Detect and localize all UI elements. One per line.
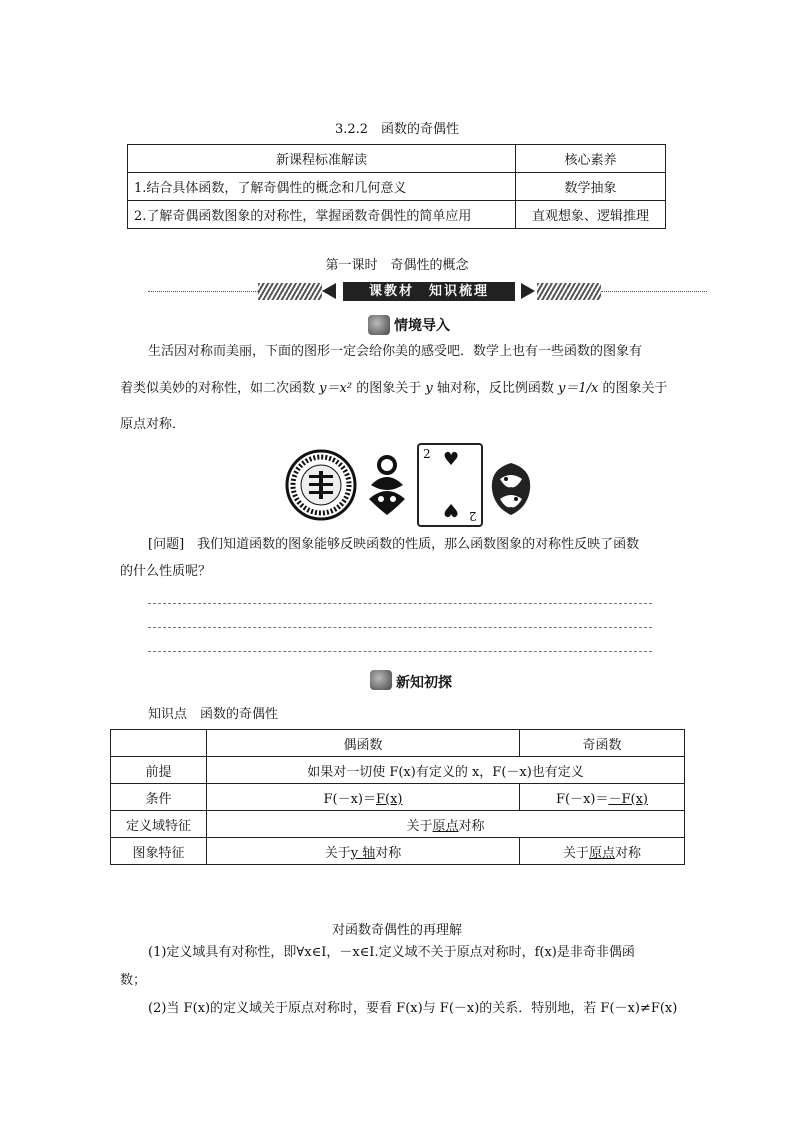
table-cell: 1.结合具体函数，了解奇偶性的概念和几何意义 [128,173,516,201]
question-tag: [问题] [148,537,185,552]
card-suit-top: ♥ [443,449,460,470]
situation-heading-icon [368,315,390,335]
parity-table [110,729,685,865]
situation-text-segment: 轴对称，反比例函数 [436,381,554,396]
row-label-premise: 前提 [111,757,207,784]
understanding-p1-line1: (1)定义域具有对称性，即∀x∈I，－x∈I.定义域不关于原点对称时，f(x)是非奇非偶函 [148,945,635,960]
banner-right-stripe [537,283,601,300]
situation-text-line1: 生活因对称而美丽，下面的图形一定会给你美的感受吧．数学上也有一些函数的图象有 [148,344,643,359]
banner-left-line [148,291,258,292]
even-condition-cell [207,784,520,811]
situation-text-segment: 着类似美妙的对称性，如二次函数 [120,381,316,396]
odd-condition-cell [520,784,685,811]
table-cell: 数学抽象 [516,173,666,201]
situation-text-line3: 原点对称． [120,417,186,432]
premise-cell: 如果对一切使 F(x)有定义的 x，F(－x)也有定义 [207,757,685,784]
domain-blank: 原点 [432,818,459,834]
table-header: 奇函数 [520,730,685,757]
table-cell: 直观想象、逻辑推理 [516,201,666,229]
answer-line [148,651,652,652]
domain-text: 关于 [406,818,433,834]
table-row [111,757,685,784]
situation-text-segment: 的图象关于 [356,381,422,396]
situation-text-line2 [120,378,667,400]
odd-graph-cell [520,838,685,865]
table-row [111,730,685,757]
odd-graph-text: 对称 [615,845,642,861]
table-cell: 2.了解奇偶函数图象的对称性，掌握函数奇偶性的简单应用 [128,201,516,229]
even-graph-cell [207,838,520,865]
lesson-title: 第一课时 奇偶性的概念 [325,258,469,273]
table-row [111,784,685,811]
row-label-graph: 图象特征 [111,838,207,865]
knowledge-point-title: 知识点 函数的奇偶性 [148,707,279,722]
odd-graph-blank: 原点 [588,845,615,861]
domain-text: 对称 [458,818,485,834]
question-line1 [148,534,639,556]
table-row [128,173,666,201]
banner-right-arrow-icon [521,283,535,299]
understanding-p2-line1: (2)当 F(x)的定义域关于原点对称时，要看 F(x)与 F(－x)的关系．特别地，若 F(－x)≠F(x) [148,1001,678,1016]
axis-label: y [425,381,433,396]
understanding-title: 对函数奇偶性的再理解 [331,923,462,938]
odd-condition-text: F(－x)＝ [556,791,609,807]
table-header: 核心素养 [516,145,666,173]
table-header: 新课程标准解读 [128,145,516,173]
banner-right-line [601,291,707,292]
question-text: 我们知道函数的图象能够反映函数的性质，那么函数图象的对称性反映了函数 [197,537,640,552]
row-label-domain: 定义域特征 [111,811,207,838]
even-graph-text: 关于 [324,845,351,861]
card-suit-bottom: ♥ [443,499,460,520]
new-knowledge-icon [370,670,392,690]
even-graph-text: 对称 [375,845,402,861]
banner-label: 课教材 知识梳理 [343,282,515,301]
row-label-condition: 条件 [111,784,207,811]
ornament-knot-icon [365,455,409,519]
even-graph-blank: y 轴 [350,845,376,861]
card-rank-top: 2 [423,447,431,461]
even-condition-blank: F(x) [376,791,403,807]
table-header [111,730,207,757]
standards-table [127,144,666,229]
odd-condition-blank: －F(x) [608,791,648,807]
double-happiness-medallion-icon [285,449,357,521]
table-header: 偶函数 [207,730,520,757]
new-knowledge-heading: 新知初探 [396,675,452,691]
question-line2: 的什么性质呢？ [120,564,212,579]
fish-ornament-icon [486,459,536,519]
situation-heading: 情境导入 [394,318,450,334]
table-row [111,811,685,838]
playing-card-icon [417,443,483,527]
understanding-p1-line2: 数； [120,973,147,988]
card-rank-bottom: 2 [469,509,477,523]
formula-quadratic: y＝x² [319,381,353,396]
formula-reciprocal: y＝1/x [558,381,599,396]
domain-cell [207,811,685,838]
section-title: 3.2.2 函数的奇偶性 [334,122,460,137]
even-condition-text: F(－x)＝ [323,791,376,807]
banner-left-stripe [258,283,322,300]
odd-graph-text: 关于 [562,845,589,861]
table-row [128,145,666,173]
table-row [111,838,685,865]
answer-line [148,627,652,628]
banner-left-arrow-icon [322,283,336,299]
situation-text-segment: 的图象关于 [602,381,668,396]
table-row [128,201,666,229]
answer-line [148,603,652,604]
